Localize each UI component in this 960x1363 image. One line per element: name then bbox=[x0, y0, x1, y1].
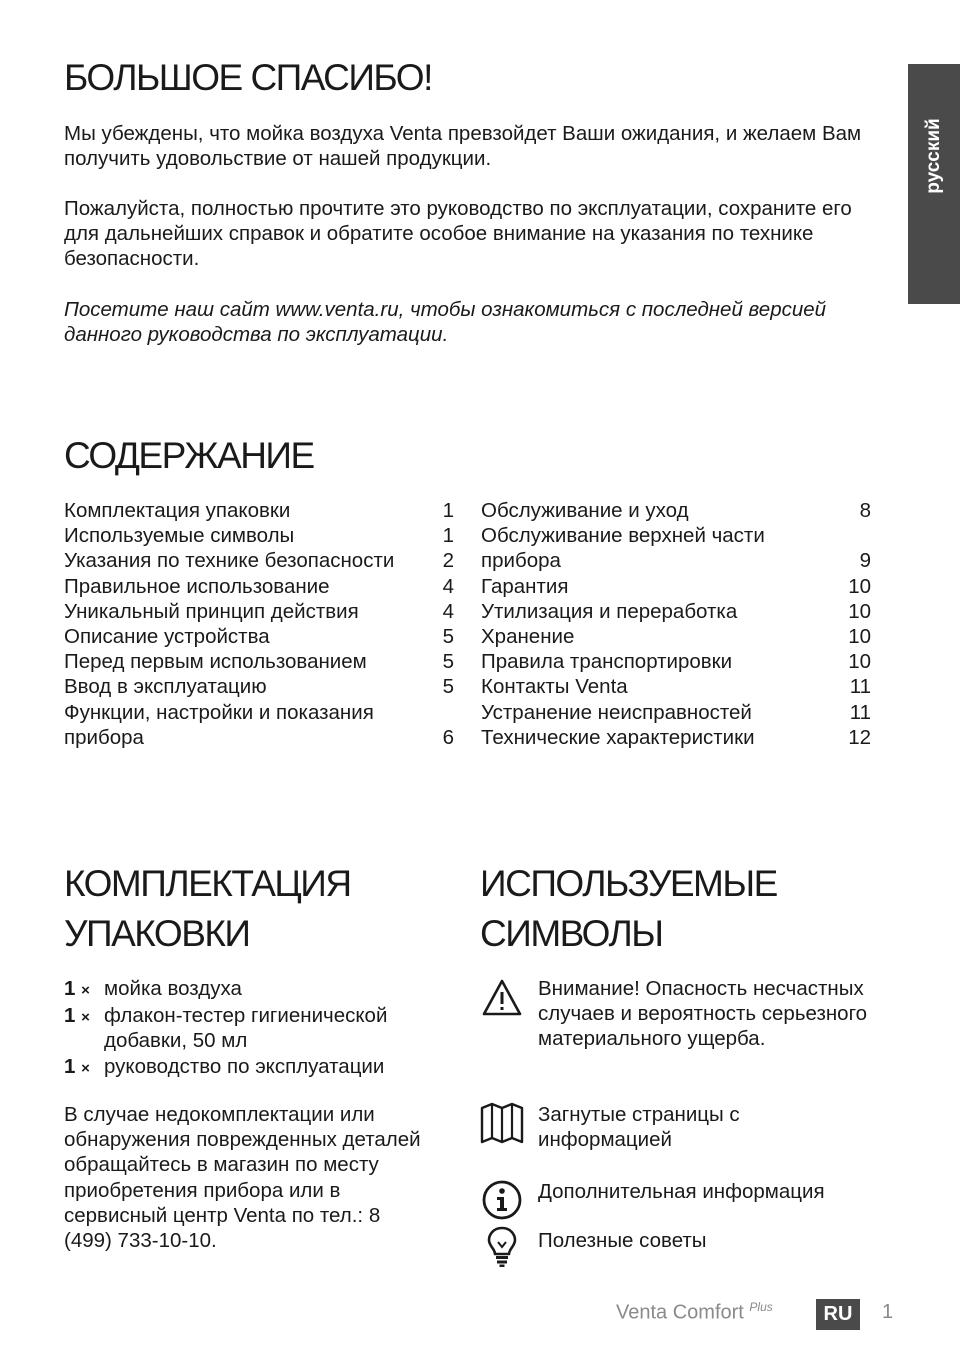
package-title-line-1: КОМПЛЕКТАЦИЯ bbox=[64, 863, 351, 904]
symbols-title-line-2: СИМВОЛЫ bbox=[480, 913, 663, 954]
toc-entry[interactable]: Перед первым использованием 5 bbox=[64, 650, 454, 674]
symbols-title-line-1: ИСПОЛЬЗУЕМЫЕ bbox=[480, 863, 777, 904]
footer-language-badge: RU bbox=[816, 1299, 860, 1330]
warning-triangle-icon bbox=[480, 976, 524, 1020]
language-tab-label: русский bbox=[923, 118, 944, 194]
toc-entry[interactable]: Обслуживание и уход 8 bbox=[481, 499, 871, 522]
toc-entry[interactable]: Утилизация и переработка 10 bbox=[481, 599, 871, 623]
toc-entry[interactable]: Уникальный принцип действия 4 bbox=[64, 599, 454, 623]
toc-entry[interactable]: Гарантия 10 bbox=[481, 574, 871, 598]
symbol-warning: Внимание! Опасность несчастных случаев и вероятность серьезного материального ущерба. bbox=[480, 976, 868, 1052]
toc-entry[interactable]: Описание устройства 5 bbox=[64, 625, 454, 649]
page-number: 1 bbox=[882, 1301, 894, 1323]
language-tab bbox=[908, 64, 960, 304]
intro-website-note: Посетите наш сайт www.venta.ru, чтобы ознакомиться с последней версией данного руководства по эксплуатации. bbox=[64, 298, 827, 346]
toc-entry[interactable]: Используемые символы 1 bbox=[64, 524, 454, 548]
intro-paragraph-2: Пожалуйста, полностью прочтите это руководство по эксплуатации, сохраните его для дальнейших справок и обратите особое внимание на указания по технике безопасности. bbox=[64, 197, 852, 270]
toc-entry[interactable]: Хранение 10 bbox=[481, 625, 871, 649]
intro-paragraph-1: Мы убеждены, что мойка воздуха Venta превзойдет Ваши ожидания, и желаем Вам получить удовольствие от нашей продукции. bbox=[64, 122, 862, 170]
list-item: 1 × мойка воздуха bbox=[64, 977, 242, 1000]
toc-entry[interactable]: Правильное использование 4 bbox=[64, 574, 454, 598]
toc-right-column bbox=[481, 498, 871, 750]
toc-entry[interactable]: Указания по технике безопасности 2 bbox=[64, 549, 454, 573]
folded-pages-icon bbox=[480, 1102, 524, 1146]
list-item: 1 × руководство по эксплуатации bbox=[64, 1054, 385, 1078]
toc-entry[interactable]: Функции, настройки и показания прибора 6 bbox=[64, 700, 454, 749]
toc-title: СОДЕРЖАНИЕ bbox=[64, 435, 314, 476]
package-note: В случае недокомплектации или обнаружения поврежденных деталей обращайтесь в магазин по месту приобретения прибора или в сервисный центр Venta по тел.: 8 (499) 733-10-10. bbox=[64, 1103, 421, 1253]
symbol-tips: Полезные советы bbox=[480, 1224, 868, 1268]
list-item: 1 × флакон-тестер гигиенической добавки, 50 мл bbox=[64, 1004, 388, 1053]
symbol-folded-pages: Загнутые страницы с информацией bbox=[480, 1102, 868, 1152]
intro-title: БОЛЬШОЕ СПАСИБО! bbox=[64, 57, 432, 98]
toc-entry[interactable]: Ввод в эксплуатацию 5 bbox=[64, 675, 454, 699]
package-contents-list bbox=[64, 976, 434, 1081]
toc-entry[interactable]: Правила транспортировки 10 bbox=[481, 650, 871, 674]
toc-left-column bbox=[64, 498, 454, 750]
package-title-line-2: УПАКОВКИ bbox=[64, 913, 250, 954]
toc-entry[interactable]: Контакты Venta 11 bbox=[481, 675, 871, 699]
toc-entry[interactable]: Комплектация упаковки 1 bbox=[64, 499, 454, 522]
footer-brand: Venta Comfort $^{Plus}$ bbox=[616, 1300, 773, 1324]
lightbulb-icon bbox=[480, 1224, 524, 1268]
info-icon bbox=[480, 1178, 524, 1222]
toc-entry[interactable]: Обслуживание верхней части прибора 9 bbox=[481, 524, 871, 573]
toc-entry[interactable]: Устранение неисправностей 11 bbox=[481, 700, 871, 724]
symbol-info: Дополнительная информация bbox=[480, 1178, 868, 1222]
toc-entry[interactable]: Технические характеристики 12 bbox=[481, 725, 871, 749]
